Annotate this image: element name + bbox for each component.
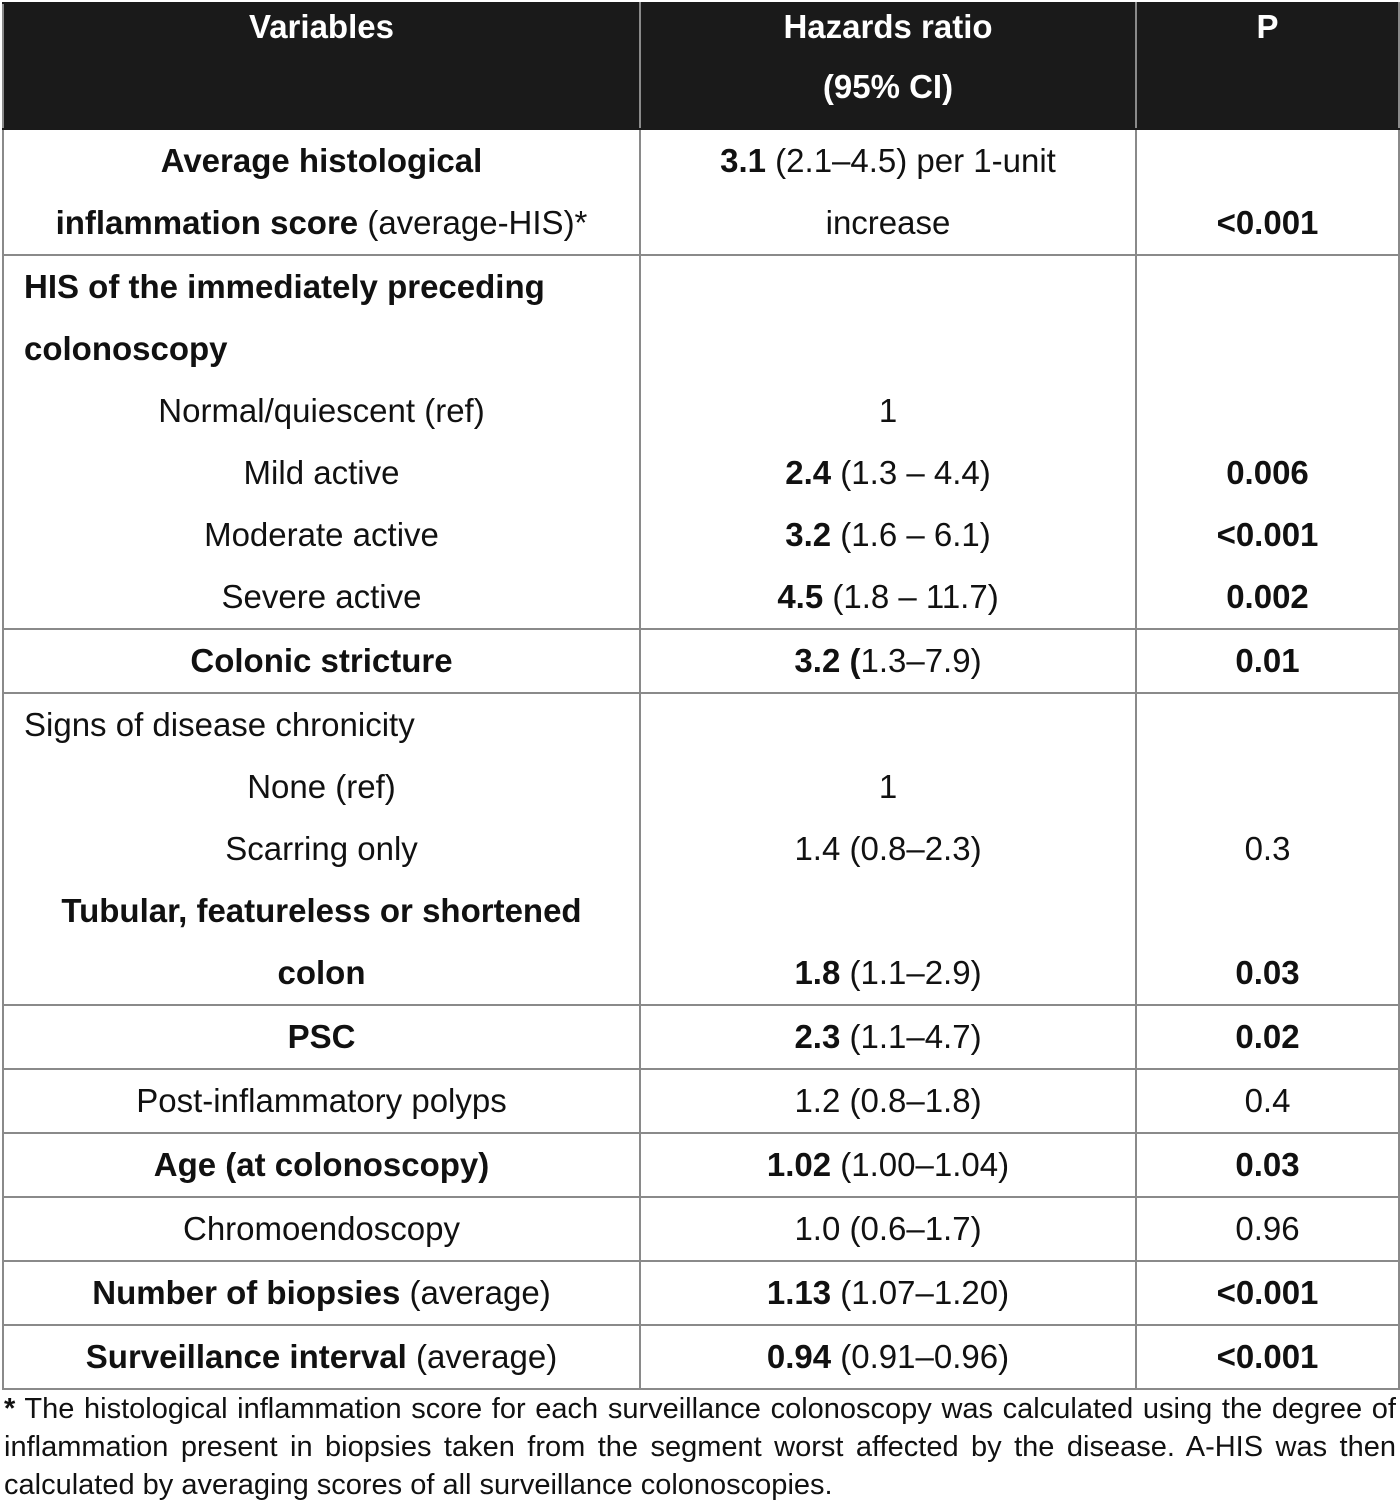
variable-cell: Signs of disease chronicity None (ref) Scarring only Tubular, featureless or shortened colon: [3, 693, 640, 1005]
p-value-cell: <0.001: [1136, 1261, 1399, 1325]
table-row: [3, 1325, 1399, 1389]
p-value-cell: 0.006 <0.001 0.002: [1136, 255, 1399, 629]
variable-cell: PSC: [3, 1005, 640, 1069]
hazard-ratio-cell: 1.0 (0.6–1.7): [640, 1197, 1136, 1261]
footnote-marker: *: [4, 1393, 16, 1425]
variable-cell: Colonic stricture: [3, 629, 640, 693]
hazard-ratio-cell: 0.94 (0.91–0.96): [640, 1325, 1136, 1389]
table-row: [3, 1261, 1399, 1325]
p-value-cell: 0.4: [1136, 1069, 1399, 1133]
variable-cell: Post-inflammatory polyps: [3, 1069, 640, 1133]
p-value-cell: 0.01: [1136, 629, 1399, 693]
variable-cell: Chromoendoscopy: [3, 1197, 640, 1261]
hazard-ratio-cell: 2.3 (1.1–4.7): [640, 1005, 1136, 1069]
p-value-cell: <0.001: [1136, 1325, 1399, 1389]
p-value-cell: 0.02: [1136, 1005, 1399, 1069]
footnote-text: The histological inflammation score for each surveillance colonoscopy was calculated using the degree of inflammation present in biopsies taken from the segment worst affected by the disease. A-HIS was then calculated by averaging scores of all surveillance colonoscopies.: [4, 1393, 1396, 1501]
p-value-cell: <0.001: [1136, 129, 1399, 255]
variable-cell: Number of biopsies (average): [3, 1261, 640, 1325]
p-value-cell: 0.03: [1136, 1133, 1399, 1197]
hazard-ratio-cell: 1.2 (0.8–1.8): [640, 1069, 1136, 1133]
table-row: [3, 693, 1399, 1005]
variable-cell: HIS of the immediately preceding colonoscopy Normal/quiescent (ref) Mild active Moderate active Severe active: [3, 255, 640, 629]
hazard-ratio-cell: 3.1 (2.1–4.5) per 1-unit increase: [640, 129, 1136, 255]
hazard-ratio-cell: 1 2.4 (1.3 – 4.4) 3.2 (1.6 – 6.1) 4.5 (1.8 – 11.7): [640, 255, 1136, 629]
variable-cell: Surveillance interval (average): [3, 1325, 640, 1389]
sub-label: Mild active: [243, 454, 400, 491]
hazard-ratio-cell: 1.13 (1.07–1.20): [640, 1261, 1136, 1325]
table-row: [3, 1133, 1399, 1197]
hazard-ratio-cell: 1.02 (1.00–1.04): [640, 1133, 1136, 1197]
sub-label: Moderate active: [204, 516, 439, 553]
hazards-ratio-table: [2, 2, 1400, 1390]
p-value-cell: 0.96: [1136, 1197, 1399, 1261]
variable-cell: Average histological inflammation score (average-HIS)*: [3, 129, 640, 255]
table-row: [3, 129, 1399, 255]
table-row: [3, 255, 1399, 629]
sub-label: Scarring only: [225, 830, 418, 867]
table-row: [3, 1005, 1399, 1069]
table-header-row: [3, 3, 1399, 129]
header-variables: Variables: [3, 3, 640, 129]
hazard-ratio-cell: 3.2 (1.3–7.9): [640, 629, 1136, 693]
p-value-cell: 0.3 0.03: [1136, 693, 1399, 1005]
table-row: [3, 629, 1399, 693]
sub-label: None (ref): [247, 768, 396, 805]
variable-cell: Age (at colonoscopy): [3, 1133, 640, 1197]
table-row: [3, 1197, 1399, 1261]
sub-label: Severe active: [221, 578, 422, 615]
table-row: [3, 1069, 1399, 1133]
hazard-ratio-cell: 1 1.4 (0.8–2.3) 1.8 (1.1–2.9): [640, 693, 1136, 1005]
header-hazards-ratio: Hazards ratio (95% CI): [640, 3, 1136, 129]
table-footnote: [4, 1390, 1396, 1504]
header-p: P: [1136, 3, 1399, 129]
sub-label: Normal/quiescent (ref): [158, 392, 485, 429]
